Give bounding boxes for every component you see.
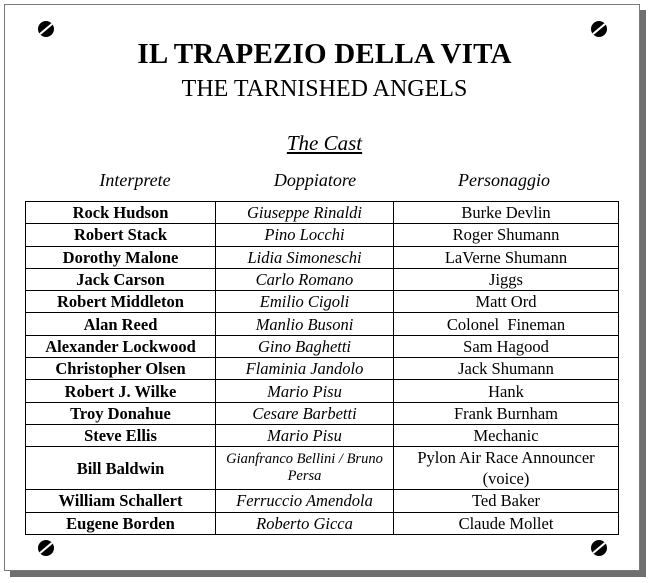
character-cell: Hank	[394, 380, 619, 402]
table-row	[26, 447, 619, 490]
character-cell: Jack Shumann	[394, 358, 619, 380]
column-header-dubber: Doppiatore	[273, 170, 357, 190]
dubber-cell: Flaminia Jandolo	[216, 358, 394, 380]
dubber-cell: Carlo Romano	[216, 268, 394, 290]
actor-cell: Robert J. Wilke	[26, 380, 216, 402]
table-row	[26, 268, 619, 290]
character-cell: LaVerne Shumann	[394, 246, 619, 268]
dubber-cell: Pino Locchi	[216, 224, 394, 246]
table-row	[26, 402, 619, 424]
character-cell: Matt Ord	[394, 291, 619, 313]
cast-heading: The Cast	[286, 131, 363, 155]
table-row	[26, 335, 619, 357]
actor-cell: Alan Reed	[26, 313, 216, 335]
dubber-cell: Cesare Barbetti	[216, 402, 394, 424]
character-cell: Frank Burnham	[394, 402, 619, 424]
actor-cell: Rock Hudson	[26, 202, 216, 224]
table-row	[26, 358, 619, 380]
table-row	[26, 512, 619, 534]
actor-cell: William Schallert	[26, 490, 216, 512]
actor-cell: Alexander Lockwood	[26, 335, 216, 357]
actor-cell: Bill Baldwin	[26, 447, 216, 490]
table-row	[26, 246, 619, 268]
actor-cell: Steve Ellis	[26, 424, 216, 446]
character-cell: Sam Hagood	[394, 335, 619, 357]
page-subtitle: THE TARNISHED ANGELS	[181, 76, 468, 102]
table-row	[26, 424, 619, 446]
dubber-cell: Gianfranco Bellini / Bruno Persa	[216, 447, 394, 490]
dubber-cell: Ferruccio Amendola	[216, 490, 394, 512]
character-cell: Jiggs	[394, 268, 619, 290]
character-cell: Roger Shumann	[394, 224, 619, 246]
actor-cell: Dorothy Malone	[26, 246, 216, 268]
screw-icon	[591, 21, 607, 37]
screw-icon	[38, 21, 54, 37]
actor-cell: Eugene Borden	[26, 512, 216, 534]
table-row	[26, 380, 619, 402]
dubber-cell: Manlio Busoni	[216, 313, 394, 335]
character-cell: Claude Mollet	[394, 512, 619, 534]
dubber-cell: Mario Pisu	[216, 424, 394, 446]
dubber-cell: Lidia Simoneschi	[216, 246, 394, 268]
actor-cell: Troy Donahue	[26, 402, 216, 424]
page-title: IL TRAPEZIO DELLA VITA	[137, 38, 512, 70]
character-cell: Colonel Fineman	[394, 313, 619, 335]
actor-cell: Jack Carson	[26, 268, 216, 290]
screw-icon	[591, 540, 607, 556]
actor-cell: Robert Stack	[26, 224, 216, 246]
column-header-character: Personaggio	[458, 170, 550, 190]
actor-cell: Christopher Olsen	[26, 358, 216, 380]
dubber-cell: Emilio Cigoli	[216, 291, 394, 313]
character-cell: Mechanic	[394, 424, 619, 446]
table-row	[26, 490, 619, 512]
table-row	[26, 313, 619, 335]
column-header-actor: Interprete	[99, 170, 171, 190]
table-row	[26, 291, 619, 313]
table-row	[26, 224, 619, 246]
character-cell: Pylon Air Race Announcer (voice)	[394, 447, 619, 490]
screw-icon	[38, 540, 54, 556]
dubber-cell: Gino Baghetti	[216, 335, 394, 357]
character-cell: Ted Baker	[394, 490, 619, 512]
character-cell: Burke Devlin	[394, 202, 619, 224]
dubber-cell: Mario Pisu	[216, 380, 394, 402]
actor-cell: Robert Middleton	[26, 291, 216, 313]
cast-table	[25, 201, 619, 535]
dubber-cell: Giuseppe Rinaldi	[216, 202, 394, 224]
dubber-cell: Roberto Gicca	[216, 512, 394, 534]
table-row	[26, 202, 619, 224]
